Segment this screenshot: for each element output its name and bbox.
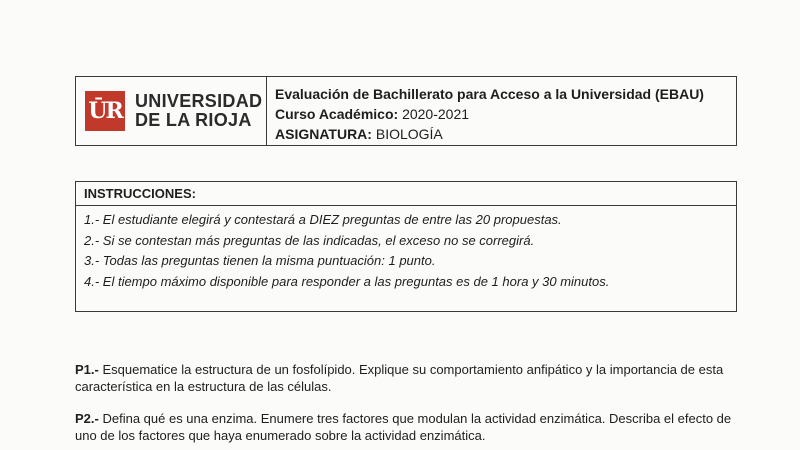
question-text: Esquematice la estructura de un fosfolípido. Explique su comportamiento anfipático y la importancia de esta característica en la estructura de las células. bbox=[75, 362, 724, 394]
question-p1 bbox=[75, 361, 745, 395]
course-value: 2020-2021 bbox=[402, 106, 470, 122]
exam-title-block bbox=[267, 77, 704, 145]
question-p2 bbox=[75, 410, 745, 444]
question-number: P2.- bbox=[75, 411, 99, 426]
university-logo bbox=[76, 77, 267, 145]
instruction-item: 2.- Si se contestan más preguntas de las indicadas, el exceso no se corregirá. bbox=[84, 232, 535, 248]
university-name bbox=[135, 92, 262, 130]
question-text: Defina qué es una enzima. Enumere tres factores que modulan la actividad enzimática. Describa el efecto de uno de los factores que haya enumerado sobre la actividad enzimática. bbox=[75, 411, 732, 443]
subject-value: BIOLOGÍA bbox=[375, 126, 443, 142]
instruction-item: 1.- El estudiante elegirá y contestará a DIEZ preguntas de entre las 20 propuestas. bbox=[84, 212, 562, 227]
exam-title: Evaluación de Bachillerato para Acceso a la Universidad (EBAU) bbox=[275, 86, 704, 102]
instructions-box bbox=[75, 181, 737, 312]
instruction-item: 4.- El tiempo máximo disponible para responder a las preguntas es de 1 hora y 30 minutos. bbox=[84, 273, 610, 289]
instructions-list bbox=[76, 206, 736, 292]
university-seal-icon: ŪR bbox=[85, 91, 125, 131]
instructions-heading: INSTRUCCIONES: bbox=[76, 182, 736, 206]
exam-header bbox=[75, 76, 737, 146]
subject-label: ASIGNATURA: bbox=[275, 126, 372, 142]
university-name-line2: DE LA RIOJA bbox=[135, 110, 252, 130]
course-label: Curso Académico: bbox=[275, 106, 399, 122]
university-name-line1: UNIVERSIDAD bbox=[135, 91, 263, 111]
instruction-item: 3.- Todas las preguntas tienen la misma puntuación: 1 punto. bbox=[84, 253, 436, 268]
question-number: P1.- bbox=[75, 362, 99, 377]
